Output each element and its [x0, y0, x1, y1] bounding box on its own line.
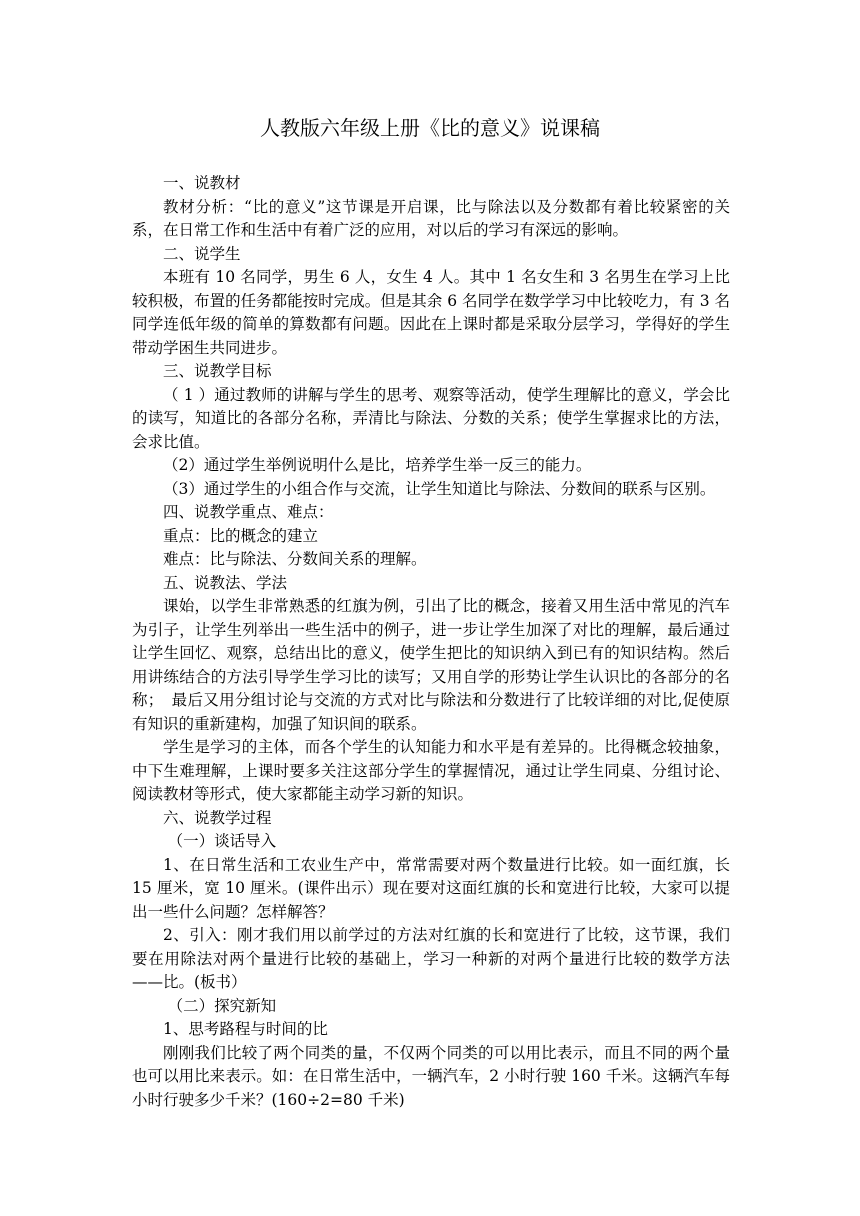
paragraph: 难点：比与除法、分数间关系的理解。: [163, 550, 427, 568]
document-title: 人教版六年级上册《比的意义》说课稿: [260, 116, 600, 140]
subsection-heading: （二）探究新知: [167, 996, 277, 1015]
paragraph: 课始，以学生非常熟悉的红旗为例，引出了比的概念，接着又用生活中常见的汽车为引子，让学生列举出一些生活中的例子，进一步让学生加深了对比的理解，最后通过让学生回忆、观察，总结出比的意义，使学生把比的知识纳入到已有的知识结构。然后用讲练结合的方法引导学生学习比的读写；又用自学的形势让学生认识比的各部分的名称； 最后又用分组讨论与交流的方式对比与除法和分数进行了比较详细的对比,促使原有知识的重新建构，加强了知识间的联系。: [132, 597, 730, 733]
paragraph: 2、引入：刚才我们用以前学过的方法对红旗的长和宽进行了比较，这节课，我们要在用除法对两个量进行比较的基础上，学习一种新的对两个量进行比较的数学方法——比。(板书）: [132, 926, 730, 991]
paragraph: 1、在日常生活和工农业生产中，常常需要对两个数量进行比较。如一面红旗，长 15 厘米，宽 10 厘米。(课件出示）现在要对这面红旗的长和宽进行比较，大家可以提出一些什么问题？怎样解答？: [132, 855, 730, 921]
paragraph: （3）通过学生的小组合作与交流，让学生知道比与除法、分数间的联系与区别。: [163, 479, 716, 498]
paragraph: 1、思考路程与时间的比: [163, 1020, 328, 1038]
paragraph: （ 1 ）通过教师的讲解与学生的思考、观察等活动，使学生理解比的意义，学会比的读写，知道比的各部分名称，弄清比与除法、分数的关系；使学生掌握求比的方法，会求比值。: [132, 385, 730, 451]
paragraph: 学生是学习的主体，而各个学生的认知能力和水平是有差异的。比得概念较抽象，中下生难理解，上课时要多关注这部分学生的掌握情况，通过让学生同桌、分组讨论、阅读教材等形式，使大家都能主动学习新的知识。: [132, 738, 730, 803]
paragraph: 教材分析：“比的意义”这节课是开启课，比与除法以及分数都有着比较紧密的关系，在日常工作和生活中有着广泛的应用，对以后的学习有深远的影响。: [132, 197, 730, 239]
section-heading: 二、说学生: [163, 244, 241, 263]
paragraph: 本班有 10 名同学，男生 6 人，女生 4 人。其中 1 名女生和 3 名男生在学习上比较积极，布置的任务都能按时完成。但是其余 6 名同学在数学学习中比较吃力，有 3 名同学连低年级的简单的算数都有问题。因此在上课时都是采取分层学习，学得好的学生带动学困生共同进步。: [132, 268, 730, 357]
paragraph: 刚刚我们比较了两个同类的量，不仅两个同类的可以用比表示，而且不同的两个量也可以用比来表示。如：在日常生活中，一辆汽车，2 小时行驶 160 千米。这辆汽车每小时行驶多少千米？(160÷2=80 千米): [132, 1043, 730, 1109]
paragraph: （2）通过学生举例说明什么是比，培养学生举一反三的能力。: [163, 456, 592, 474]
document-body: [132, 172, 730, 1112]
paragraph: 重点：比的概念的建立: [163, 526, 319, 545]
section-heading: 三、说教学目标: [163, 362, 272, 380]
section-heading: 六、说教学过程: [163, 808, 272, 827]
section-heading: 一、说教材: [163, 174, 241, 192]
section-heading: 五、说教法、学法: [163, 573, 288, 592]
section-heading: 四、说教学重点、难点：: [163, 503, 334, 521]
subsection-heading: （一）谈话导入: [167, 832, 277, 850]
